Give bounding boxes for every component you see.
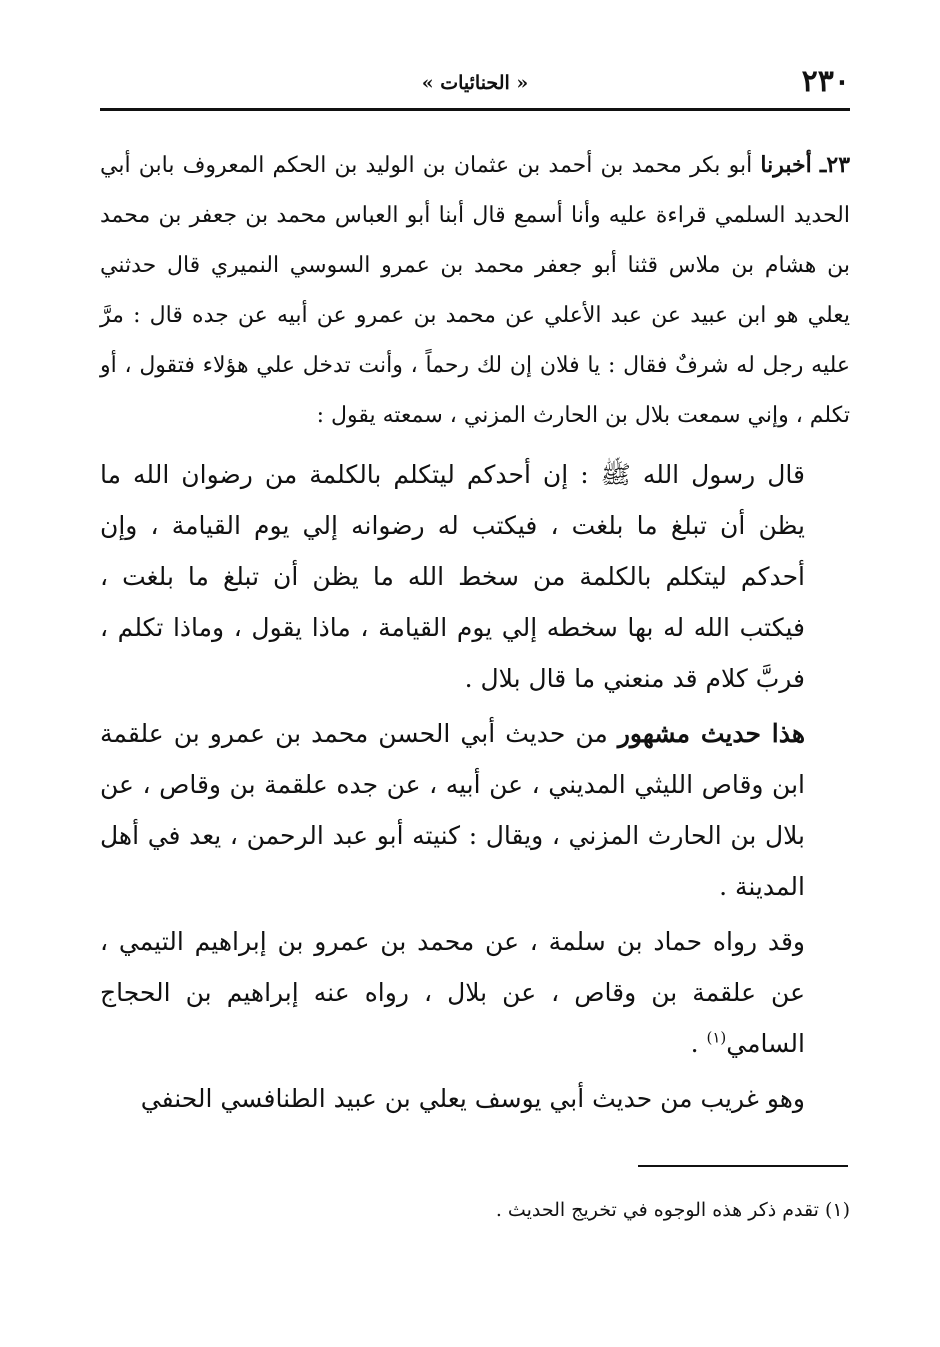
footnote-text: تقدم ذكر هذه الوجوه في تخريج الحديث . (495, 1199, 819, 1221)
running-title: « الحنائيات » (421, 72, 529, 94)
header-rule (100, 108, 850, 111)
commentary-paragraph-1 (100, 708, 805, 912)
main-text (100, 140, 850, 1128)
page-number: ٢٣٠ (801, 64, 850, 99)
commentary-text: من حديث أبي الحسن محمد بن عمرو بن علقمة ابن وقاص الليثي المديني ، عن أبيه ، عن جده علقمة بن وقاص ، عن بلال بن الحارث المزني ، ويقال : كنيته أبو عبد الرحمن ، يعد في أهل المدينة . (100, 719, 805, 901)
hadith-isnad (100, 140, 850, 441)
footnote (100, 1195, 850, 1225)
hadith-matn: قال رسول الله ﷺ : إن أحدكم ليتكلم بالكلمة من رضوان الله ما يظن أن تبلغ ما بلغت ، فيكتب له رضوانه إلي يوم القيامة ، وإن أحدكم ليتكلم بالكلمة من سخط الله ما يظن أن تبلغ ما بلغت ، فيكتب الله له بها سخطه إلي يوم القيامة ، ماذا يقول ، وماذا تكلم ، فربَّ كلام قد منعني ما قال بلال . (100, 460, 805, 693)
commentary-text: وقد رواه حماد بن سلمة ، عن محمد بن عمرو بن إبراهيم التيمي ، عن علقمة بن وقاص ، عن بلال ، رواه عنه إبراهيم بن الحجاج السامي (100, 927, 805, 1058)
footnote-reference: (١) (706, 1028, 727, 1047)
commentary-paragraph-2 (100, 916, 805, 1069)
commentary-text-end: . (690, 1029, 707, 1058)
isnad-text: أبو بكر محمد بن أحمد بن عثمان بن الوليد بن الحكم المعروف بابن أبي الحديد السلمي قراءة عليه وأنا أسمع قال أبنا أبو العباس محمد بن جعفر بن محمد بن هشام بن ملاس قثنا أبو جعفر محمد بن عمرو السوسي النميري قال حدثني يعلي هو ابن عبيد عن عبد الأعلي عن محمد بن عمرو عن أبيه عن جده قال : مرَّ عليه رجل له شرفٌ فقال : يا فلان إن لك رحماً ، وأنت تدخل علي هؤلاء فتقول ، أو تكلم ، وإني سمعت بلال بن الحارث المزني ، سمعته يقول : (100, 153, 850, 428)
page-header (100, 60, 850, 108)
bold-phrase: هذا حديث مشهور (617, 719, 805, 748)
footnote-marker: (١) (824, 1199, 850, 1221)
lead-word: أخبرنا (760, 152, 812, 178)
hadith-number: ٢٣ـ (819, 152, 851, 178)
footnote-rule (638, 1165, 848, 1167)
commentary-paragraph-3: وهو غريب من حديث أبي يوسف يعلي بن عبيد الطنافسي الحنفي (140, 1084, 805, 1113)
